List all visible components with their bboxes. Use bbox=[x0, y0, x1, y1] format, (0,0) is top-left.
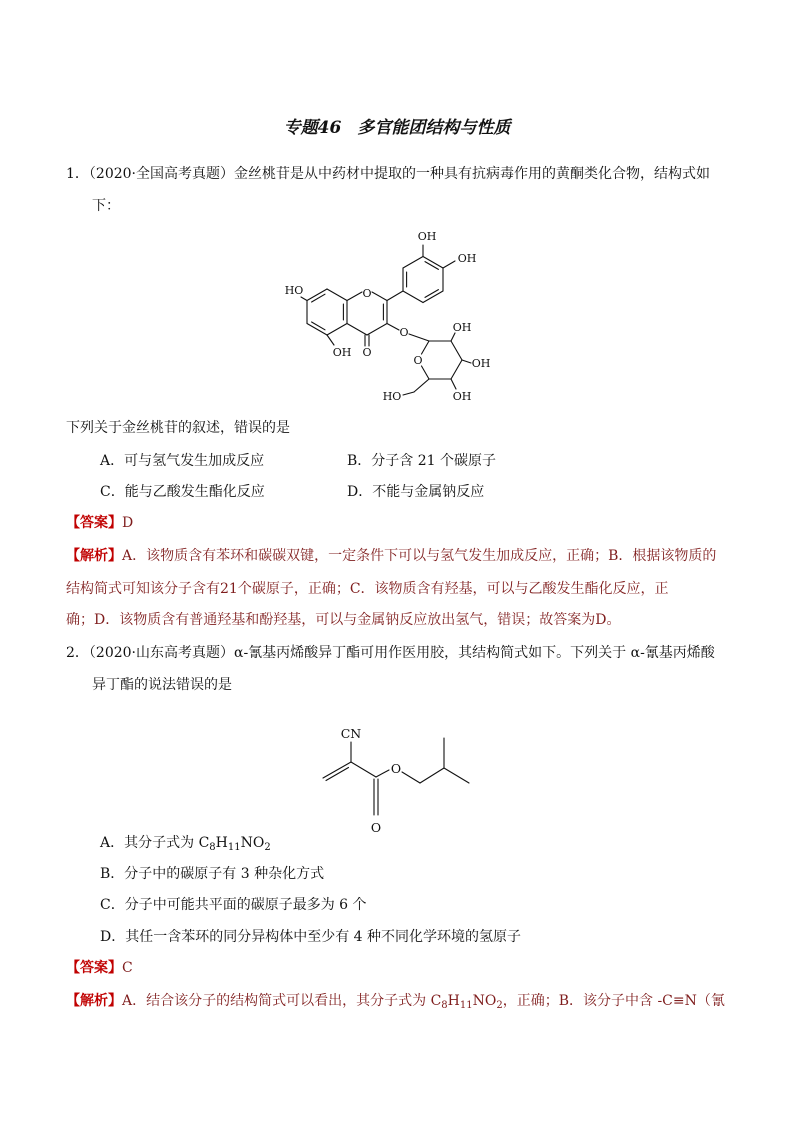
sugar-hydroxyl-label: OH bbox=[452, 321, 472, 334]
cyanoacrylate-skeleton bbox=[323, 738, 469, 815]
cyano-group-label: CN bbox=[340, 726, 362, 741]
bond-line bbox=[387, 291, 403, 301]
q1-analysis-line-3: 确；D．该物质含有普通羟基和酚羟基，可以与金属钠反应放出氢气，错误；故答案为D。 bbox=[66, 612, 621, 628]
q2-option-b: B．分子中的碳原子有 3 种杂化方式 bbox=[100, 866, 325, 882]
bond-line bbox=[444, 768, 469, 783]
q1-analysis-line-2: 结构简式可知该分子含有21个碳原子，正确；C．该物质含有羟基，可以与乙酸发生酯化反应，正 bbox=[66, 581, 669, 597]
link-oxygen-label: O bbox=[399, 326, 409, 339]
q2-analysis-line-1 bbox=[66, 991, 725, 1011]
bond-line bbox=[425, 290, 438, 298]
bond-line bbox=[443, 261, 455, 268]
analysis-text: A．该物质含有苯环和碳碳双键，一定条件下可以与氢气发生加成反应，正确；B．根据该物质的 bbox=[122, 548, 717, 564]
bond-line bbox=[451, 341, 462, 360]
bond-line bbox=[403, 257, 423, 269]
q2-option-d: D．其任一含苯环的同分异构体中至少有 4 种不同化学环境的氢原子 bbox=[100, 929, 522, 945]
formula-subscript: 2 bbox=[496, 1000, 503, 1011]
bond-line bbox=[425, 262, 438, 270]
molecular-formula bbox=[199, 835, 271, 851]
ring-oxygen-label: O bbox=[362, 287, 372, 300]
bond-line bbox=[351, 762, 376, 777]
bond-line bbox=[420, 768, 444, 783]
q1-prompt: 下列关于金丝桃苷的叙述，错误的是 bbox=[66, 420, 290, 436]
answer-tag: 【答案】 bbox=[66, 515, 122, 531]
bond-line bbox=[462, 360, 471, 363]
q1-option-c: C．能与乙酸发生酯化反应 bbox=[100, 484, 265, 500]
q1-stem-line-2: 下： bbox=[92, 198, 120, 214]
q1-option-a: A．可与氢气发生加成反应 bbox=[100, 453, 265, 469]
bond-line bbox=[414, 379, 429, 392]
bond-line bbox=[327, 335, 334, 345]
formula-subscript: 8 bbox=[209, 842, 216, 853]
answer-value: D bbox=[122, 515, 134, 531]
formula-part: H bbox=[447, 993, 460, 1009]
bond-line bbox=[301, 297, 307, 301]
formula-subscript: 8 bbox=[441, 1000, 448, 1011]
answer-tag: 【答案】 bbox=[66, 960, 122, 976]
bond-line bbox=[451, 333, 455, 341]
bond-line bbox=[403, 392, 414, 395]
sugar-hydroxymethyl-label: HO bbox=[382, 390, 402, 403]
formula-part: C bbox=[430, 993, 442, 1009]
bond-line bbox=[403, 291, 423, 303]
formula-part: NO bbox=[472, 993, 497, 1009]
bond-line bbox=[372, 292, 387, 301]
page-title bbox=[0, 116, 794, 140]
bond-line bbox=[347, 324, 367, 336]
title-main: 多官能团结构与性质 bbox=[357, 118, 511, 138]
bond-line bbox=[409, 334, 429, 341]
formula-part: NO bbox=[240, 835, 265, 851]
q2-answer bbox=[66, 958, 133, 978]
ester-oxygen-label: O bbox=[390, 761, 402, 776]
ring-a bbox=[307, 289, 347, 335]
bond-line bbox=[323, 762, 351, 778]
title-prefix: 专题46 bbox=[283, 118, 342, 138]
bond-line bbox=[312, 294, 325, 302]
formula-subscript: 2 bbox=[264, 842, 271, 853]
sugar-hydroxyl-label: OH bbox=[471, 357, 491, 370]
carbonyl-oxygen-label: O bbox=[370, 820, 382, 835]
b-ring-top-hydroxyl-label: OH bbox=[417, 230, 437, 243]
analysis-text: ，正确；B．该分子中含 -C≡N（氰 bbox=[502, 993, 725, 1009]
formula-part: C bbox=[198, 835, 210, 851]
formula-subscript: 11 bbox=[459, 1000, 473, 1011]
bond-line bbox=[451, 360, 462, 379]
bond-line bbox=[402, 772, 420, 783]
sugar-ring-oxygen-label: O bbox=[413, 354, 423, 367]
bond-line bbox=[367, 324, 387, 336]
bond-line bbox=[347, 292, 362, 301]
q2-option-c: C．分子中可能共平面的碳原子最多为 6 个 bbox=[100, 897, 367, 913]
bond-line bbox=[387, 324, 399, 331]
ketone-oxygen-label: O bbox=[362, 346, 372, 359]
bond-line bbox=[422, 341, 430, 354]
q2-stem-line-1: 2．（2020·山东高考真题）α-氰基丙烯酸异丁酯可用作医用胶，其结构简式如下。下列关于 α-氰基丙烯酸 bbox=[66, 645, 715, 661]
bond-line bbox=[422, 366, 430, 379]
option-text: A．其分子式为 bbox=[100, 835, 199, 851]
analysis-text: A．结合该分子的结构简式可以看出，其分子式为 bbox=[122, 993, 431, 1009]
q1-answer bbox=[66, 513, 133, 533]
formula-part: H bbox=[215, 835, 228, 851]
q1-stem-line-1: 1．（2020·全国高考真题）金丝桃苷是从中药材中提取的一种具有抗病毒作用的黄酮类化合物，结构式如 bbox=[66, 166, 710, 182]
molecular-formula bbox=[431, 993, 503, 1009]
q2-option-a bbox=[100, 833, 271, 853]
analysis-tag: 【解析】 bbox=[66, 993, 122, 1009]
bond-line bbox=[312, 322, 325, 330]
bond-line bbox=[451, 379, 456, 389]
q1-analysis-line-1 bbox=[66, 546, 716, 566]
q1-structure-figure bbox=[280, 225, 495, 410]
q1-option-d: D．不能与金属钠反应 bbox=[347, 484, 485, 500]
sugar-hydroxyl-label: OH bbox=[452, 390, 472, 403]
bond-line bbox=[376, 770, 389, 777]
q2-structure-figure bbox=[310, 718, 485, 840]
a-ring-bottom-hydroxyl-label: OH bbox=[332, 346, 352, 359]
bond-line bbox=[327, 289, 347, 301]
answer-value: C bbox=[122, 960, 133, 976]
b-ring-right-hydroxyl-label: OH bbox=[457, 252, 477, 265]
q2-stem-line-2: 异丁酯的说法错误的是 bbox=[92, 677, 232, 693]
q1-option-b: B．分子含 21 个碳原子 bbox=[347, 453, 497, 469]
formula-subscript: 11 bbox=[227, 842, 241, 853]
a-ring-hydroxyl-label: HO bbox=[284, 284, 304, 297]
bond-line bbox=[327, 324, 347, 336]
analysis-tag: 【解析】 bbox=[66, 548, 122, 564]
